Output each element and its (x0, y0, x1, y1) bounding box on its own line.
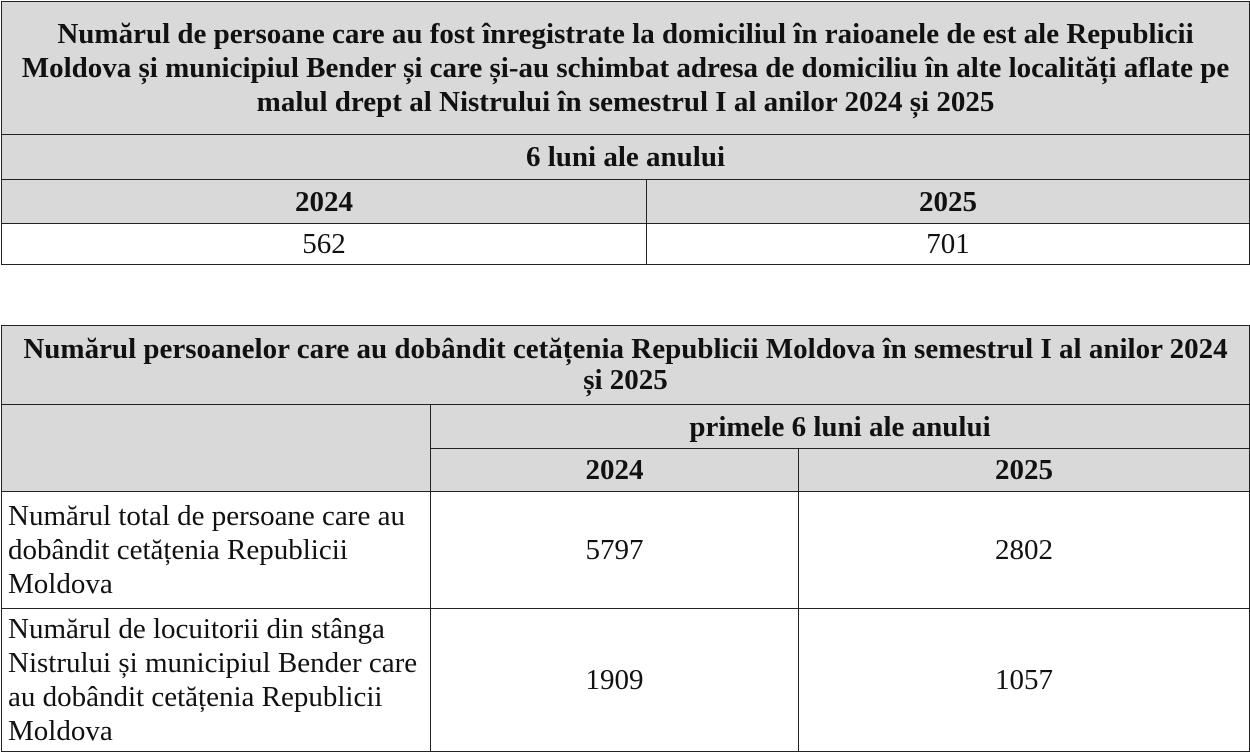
relocation-period-header: 6 luni ale anului (2, 135, 1250, 180)
citizenship-period-header: primele 6 luni ale anului (431, 405, 1250, 449)
citizenship-left-bank-2025: 1057 (799, 609, 1250, 752)
relocation-table (1, 1, 1250, 265)
citizenship-left-bank-2024: 1909 (431, 609, 799, 752)
citizenship-total-2025: 2802 (799, 492, 1250, 609)
relocation-year-2024-header: 2024 (2, 180, 647, 224)
citizenship-corner-cell (2, 405, 431, 492)
table-row (2, 609, 1250, 752)
citizenship-table-title: Numărul persoanelor care au dobândit cetățenia Republicii Moldova în semestrul I al anilor 2024 și 2025 (2, 326, 1250, 405)
citizenship-table (1, 325, 1250, 752)
table-row (2, 492, 1250, 609)
citizenship-year-2025-header: 2025 (799, 449, 1250, 492)
relocation-year-2025-header: 2025 (647, 180, 1250, 224)
citizenship-left-bank-label: Numărul de locuitorii din stânga Nistrului și municipiul Bender care au dobândit cetățenia Republicii Moldova (2, 609, 431, 752)
citizenship-year-2024-header: 2024 (431, 449, 799, 492)
relocation-value-2024: 562 (2, 224, 647, 265)
citizenship-total-label: Numărul total de persoane care au dobândit cetățenia Republicii Moldova (2, 492, 431, 609)
relocation-value-2025: 701 (647, 224, 1250, 265)
relocation-table-title: Numărul de persoane care au fost înregistrate la domiciliul în raioanele de est ale Republicii Moldova și municipiul Bender și care și-au schimbat adresa de domiciliu în alte localități aflate pe malul drept al Nistrului în semestrul I al anilor 2024 și 2025 (2, 2, 1250, 135)
citizenship-total-2024: 5797 (431, 492, 799, 609)
